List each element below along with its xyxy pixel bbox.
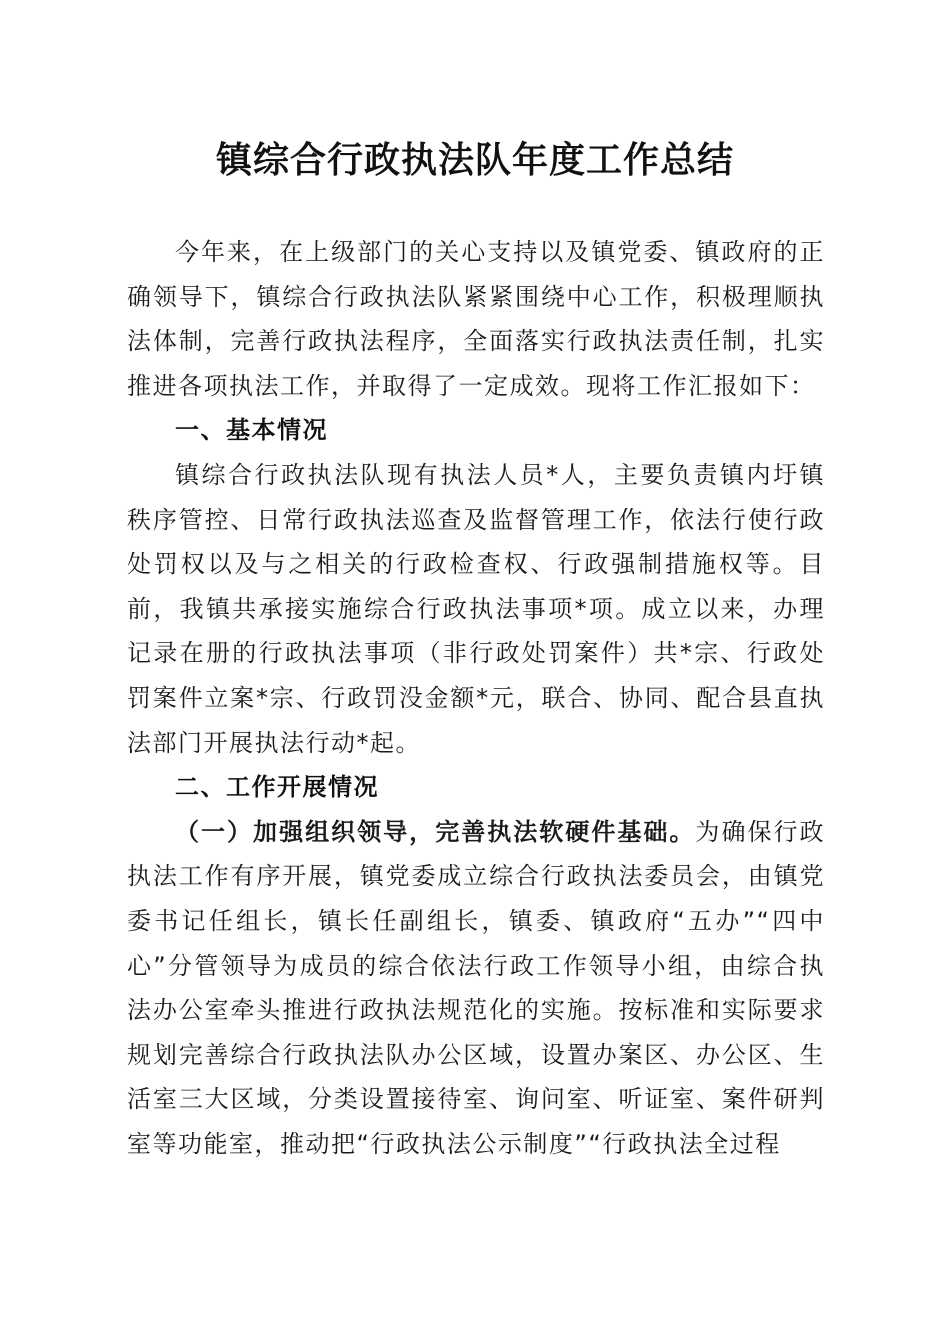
document-title: 镇综合行政执法队年度工作总结: [215, 139, 734, 181]
section-heading-work: 二、工作开展情况: [175, 773, 379, 802]
subsection-paragraph-1: [127, 810, 825, 1167]
document-body: [127, 230, 825, 1166]
basic-situation-paragraph: 镇综合行政执法队现有执法人员*人，主要负责镇内圩镇秩序管控、日常行政执法巡查及监督管理工作，依法行使行政处罚权以及与之相关的行政检查权、行政强制措施权等。目前，我镇共承接实施综合行政执法事项*项。成立以来，办理记录在册的行政执法事项（非行政处罚案件）共*宗、行政处罚案件立案*宗、行政罚没金额*元，联合、协同、配合县直执法部门开展执法行动*起。: [127, 460, 825, 757]
subsection-text-1: 为确保行政执法工作有序开展，镇党委成立综合行政执法委员会，由镇党委书记任组长，镇长任副组长，镇委、镇政府“五办”“四中心”分管领导为成员的综合依法行政工作领导小组，由综合执法办公室牵头推进行政执法规范化的实施。按标准和实际要求规划完善综合行政执法队办公区域，设置办案区、办公区、生活室三大区域，分类设置接待室、询问室、听证室、案件研判室等功能室，推动把“行政执法公示制度”“行政执法全过程: [127, 817, 826, 1158]
intro-paragraph: 今年来，在上级部门的关心支持以及镇党委、镇政府的正确领导下，镇综合行政执法队紧紧围绕中心工作，积极理顺执法体制，完善行政执法程序，全面落实行政执法责任制，扎实推进各项执法工作，并取得了一定成效。现将工作汇报如下：: [127, 238, 825, 400]
section-heading-basic: 一、基本情况: [175, 416, 328, 445]
subsection-lead-1: （一）加强组织领导，完善执法软硬件基础。: [175, 817, 696, 846]
